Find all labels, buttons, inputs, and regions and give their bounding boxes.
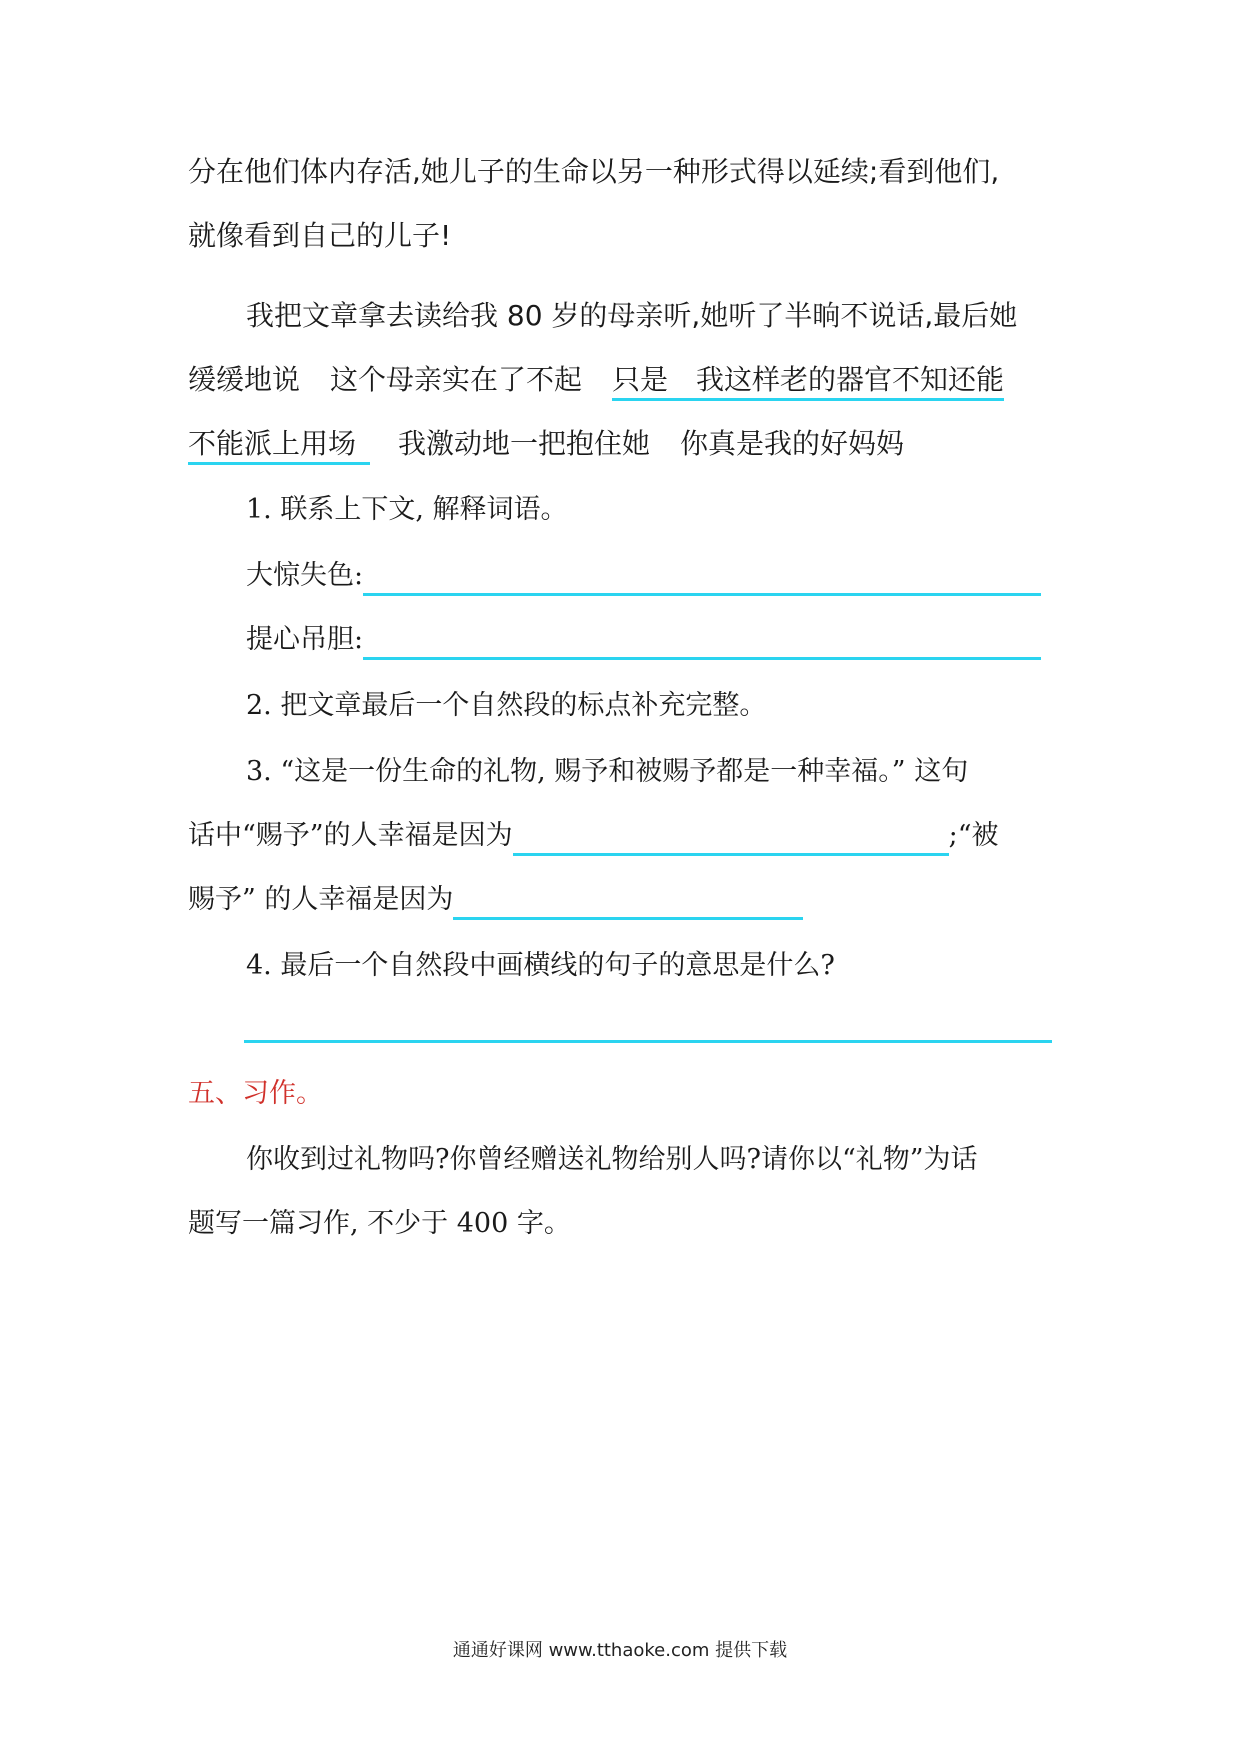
passage-text: 缓缓地说 — [188, 363, 301, 396]
question-1-word-1 — [246, 556, 1041, 596]
passage-line-1: 分在他们体内存活,她儿子的生命以另一种形式得以延续;看到他们, — [188, 155, 1000, 188]
underlined-text: 只是 — [612, 363, 669, 396]
answer-blank[interactable] — [513, 823, 949, 856]
passage-line-2: 就像看到自己的儿子! — [188, 219, 452, 252]
word-label: 大惊失色: — [246, 560, 364, 591]
passage-line-5 — [188, 424, 904, 464]
question-text: ;“被 — [948, 820, 999, 851]
word-label: 提心吊胆: — [246, 624, 364, 655]
answer-blank[interactable] — [453, 887, 803, 920]
passage-line-3: 我把文章拿去读给我 80 岁的母亲听,她听了半晌不说话,最后她 — [246, 299, 1018, 332]
question-1-word-2 — [246, 620, 1041, 660]
question-3-line-2 — [188, 816, 999, 856]
question-4: 4. 最后一个自然段中画横线的句子的意思是什么? — [246, 950, 835, 981]
section-5-line-1: 你收到过礼物吗?你曾经赠送礼物给别人吗?请你以“礼物”为话 — [246, 1144, 978, 1175]
underlined-text: 不能派上用场 — [188, 427, 357, 460]
section-5-heading: 五、习作。 — [188, 1078, 323, 1109]
question-1: 1. 联系上下文, 解释词语。 — [246, 494, 568, 525]
passage-text: 我激动地一把抱住她 — [398, 427, 651, 460]
answer-blank[interactable] — [363, 563, 1041, 596]
underlined-sentence-end — [188, 427, 370, 465]
page-footer: 通通好课网 www.tthaoke.com 提供下载 — [452, 1640, 788, 1661]
underlined-text: 我这样老的器官不知还能 — [696, 363, 1005, 396]
passage-text: 这个母亲实在了不起 — [330, 363, 583, 396]
question-text: 话中“赐予”的人幸福是因为 — [188, 820, 513, 851]
passage-text: 你真是我的好妈妈 — [680, 427, 905, 460]
section-5-line-2: 题写一篇习作, 不少于 400 字。 — [188, 1208, 571, 1239]
question-3-line-3 — [188, 880, 803, 920]
question-3-line-1: 3. “这是一份生命的礼物, 赐予和被赐予都是一种幸福。” 这句 — [246, 756, 969, 787]
underlined-sentence — [612, 363, 1004, 401]
answer-blank-q4[interactable] — [244, 1040, 1052, 1043]
question-2: 2. 把文章最后一个自然段的标点补充完整。 — [246, 690, 767, 721]
passage-line-4 — [188, 360, 1004, 400]
question-text: 赐予” 的人幸福是因为 — [188, 884, 454, 915]
answer-blank[interactable] — [363, 627, 1041, 660]
